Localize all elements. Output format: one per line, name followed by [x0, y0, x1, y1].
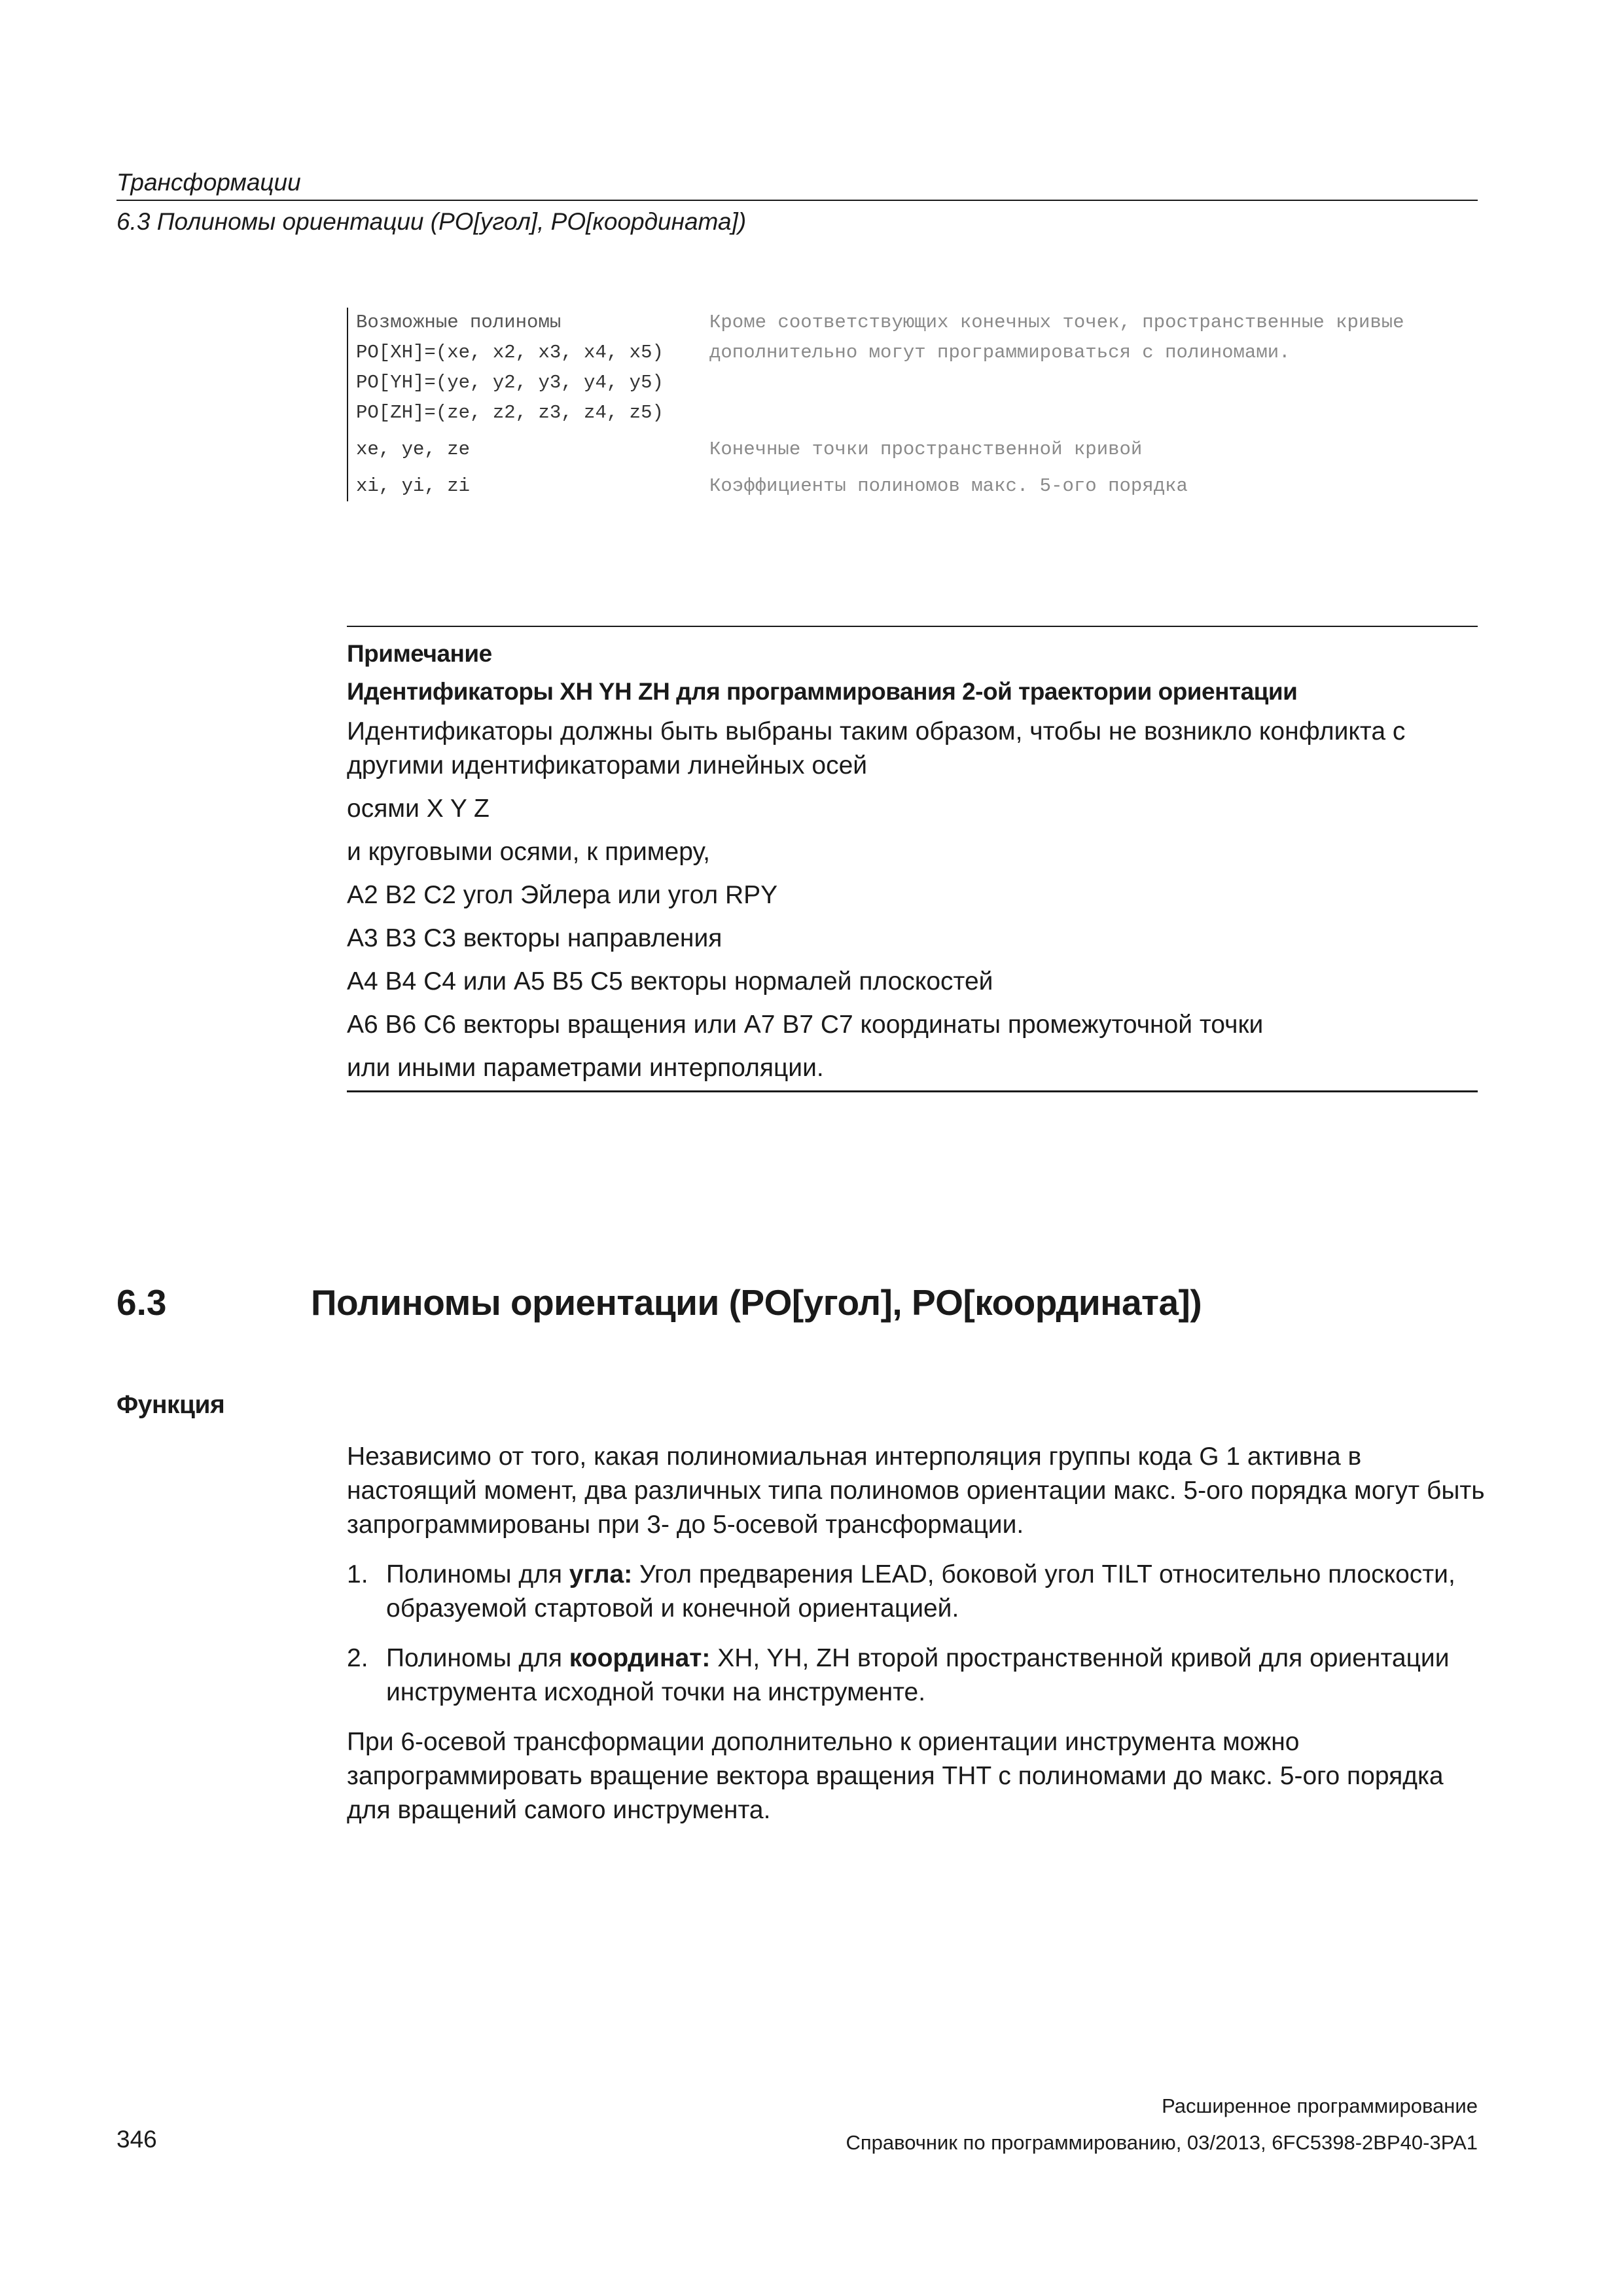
list-text-bold: угла:	[569, 1560, 633, 1588]
list-text-post: Угол предварения LEAD, боковой угол TILT относительно плоскости, образуемой стартовой и конечной ориентацией.	[386, 1560, 1455, 1623]
list-item	[347, 1641, 1486, 1710]
page-number: 346	[116, 2126, 157, 2153]
table-cell-description: Кроме соответствующих конечных точек, пространственные кривые дополнительно могут программироваться с полиномами.	[709, 312, 1404, 363]
list-text-pre: Полиномы для	[386, 1560, 569, 1588]
list-number: 2.	[347, 1644, 368, 1672]
table-cell-description: Конечные точки пространственной кривой	[709, 439, 1143, 460]
table-row	[348, 308, 1500, 428]
list-text-pre: Полиномы для	[386, 1644, 569, 1672]
list-text-post: XH, YH, ZH второй пространственной кривой для ориентации инструмента исходной точки на инструменте.	[386, 1644, 1450, 1706]
list-text-bold: координат:	[569, 1644, 711, 1672]
note-line: A4 B4 C4 или A5 B5 C5 векторы нормалей плоскостей	[347, 967, 993, 996]
note-line: Идентификаторы должны быть выбраны таким образом, чтобы не возникло конфликта с другими идентификаторами линейных осей	[347, 717, 1406, 780]
parameter-label: Возможные полиномы	[356, 312, 562, 333]
header-rule	[116, 200, 1478, 201]
list-number: 1.	[347, 1560, 368, 1588]
note-line: A2 B2 C2 угол Эйлера или угол RPY	[347, 881, 778, 909]
note-title: Примечание	[347, 640, 492, 667]
outro-paragraph: При 6-осевой трансформации дополнительно к ориентации инструмента можно запрограммировать вращение вектора вращения THT с полиномами до макс. 5-ого порядка для вращений самого инструмента.	[347, 1728, 1444, 1824]
footer-reference: Справочник по программированию, 03/2013, 6FC5398-2BP40-3PA1	[846, 2131, 1478, 2154]
table-cell-parameter: xi, yi, zi	[356, 475, 471, 497]
note-line: и круговыми осями, к примеру,	[347, 838, 710, 866]
table-cell-description: Коэффициенты полиномов макс. 5-ого порядка	[709, 475, 1188, 497]
running-header-section: 6.3 Полиномы ориентации (PO[угол], PO[координата])	[116, 208, 747, 235]
list-text	[386, 1558, 1486, 1626]
note-line: A3 B3 C3 векторы направления	[347, 924, 722, 952]
table-row	[348, 435, 1500, 465]
table-cell-parameter	[348, 308, 709, 428]
note-line: или иными параметрами интерполяции.	[347, 1054, 824, 1082]
intro-paragraph: Независимо от того, какая полиномиальная интерполяция группы кода G 1 активна в настоящий момент, два различных типа полиномов ориентации макс. 5-ого порядка могут быть запрограммированы при 3- до 5-осевой трансформации.	[347, 1443, 1485, 1539]
parameter-table	[347, 308, 1500, 501]
running-header-chapter: Трансформации	[116, 169, 301, 196]
list-text	[386, 1641, 1486, 1710]
note-line: осями X Y Z	[347, 795, 490, 823]
body-text	[347, 1440, 1486, 1843]
numbered-list	[347, 1558, 1486, 1710]
parameter-code: PO[XH]=(xe, x2, x3, x4, x5) PO[YH]=(ye, y2, y3, y4, y5) PO[ZH]=(ze, z2, z3, z4, z5)	[356, 342, 675, 423]
note-subtitle: Идентификаторы XH YH ZH для программирования 2-ой траектории ориентации	[347, 678, 1298, 705]
list-item	[347, 1558, 1486, 1626]
section-number: 6.3	[116, 1282, 167, 1323]
table-row	[348, 471, 1500, 501]
note-box	[347, 626, 1478, 1092]
note-line: A6 B6 C6 векторы вращения или A7 B7 C7 координаты промежуточной точки	[347, 1011, 1264, 1039]
table-cell-parameter: xe, ye, ze	[356, 439, 471, 460]
section-title: Полиномы ориентации (PO[угол], PO[координата])	[311, 1282, 1202, 1323]
function-heading: Функция	[116, 1391, 225, 1419]
footer-book-title: Расширенное программирование	[1162, 2094, 1478, 2117]
